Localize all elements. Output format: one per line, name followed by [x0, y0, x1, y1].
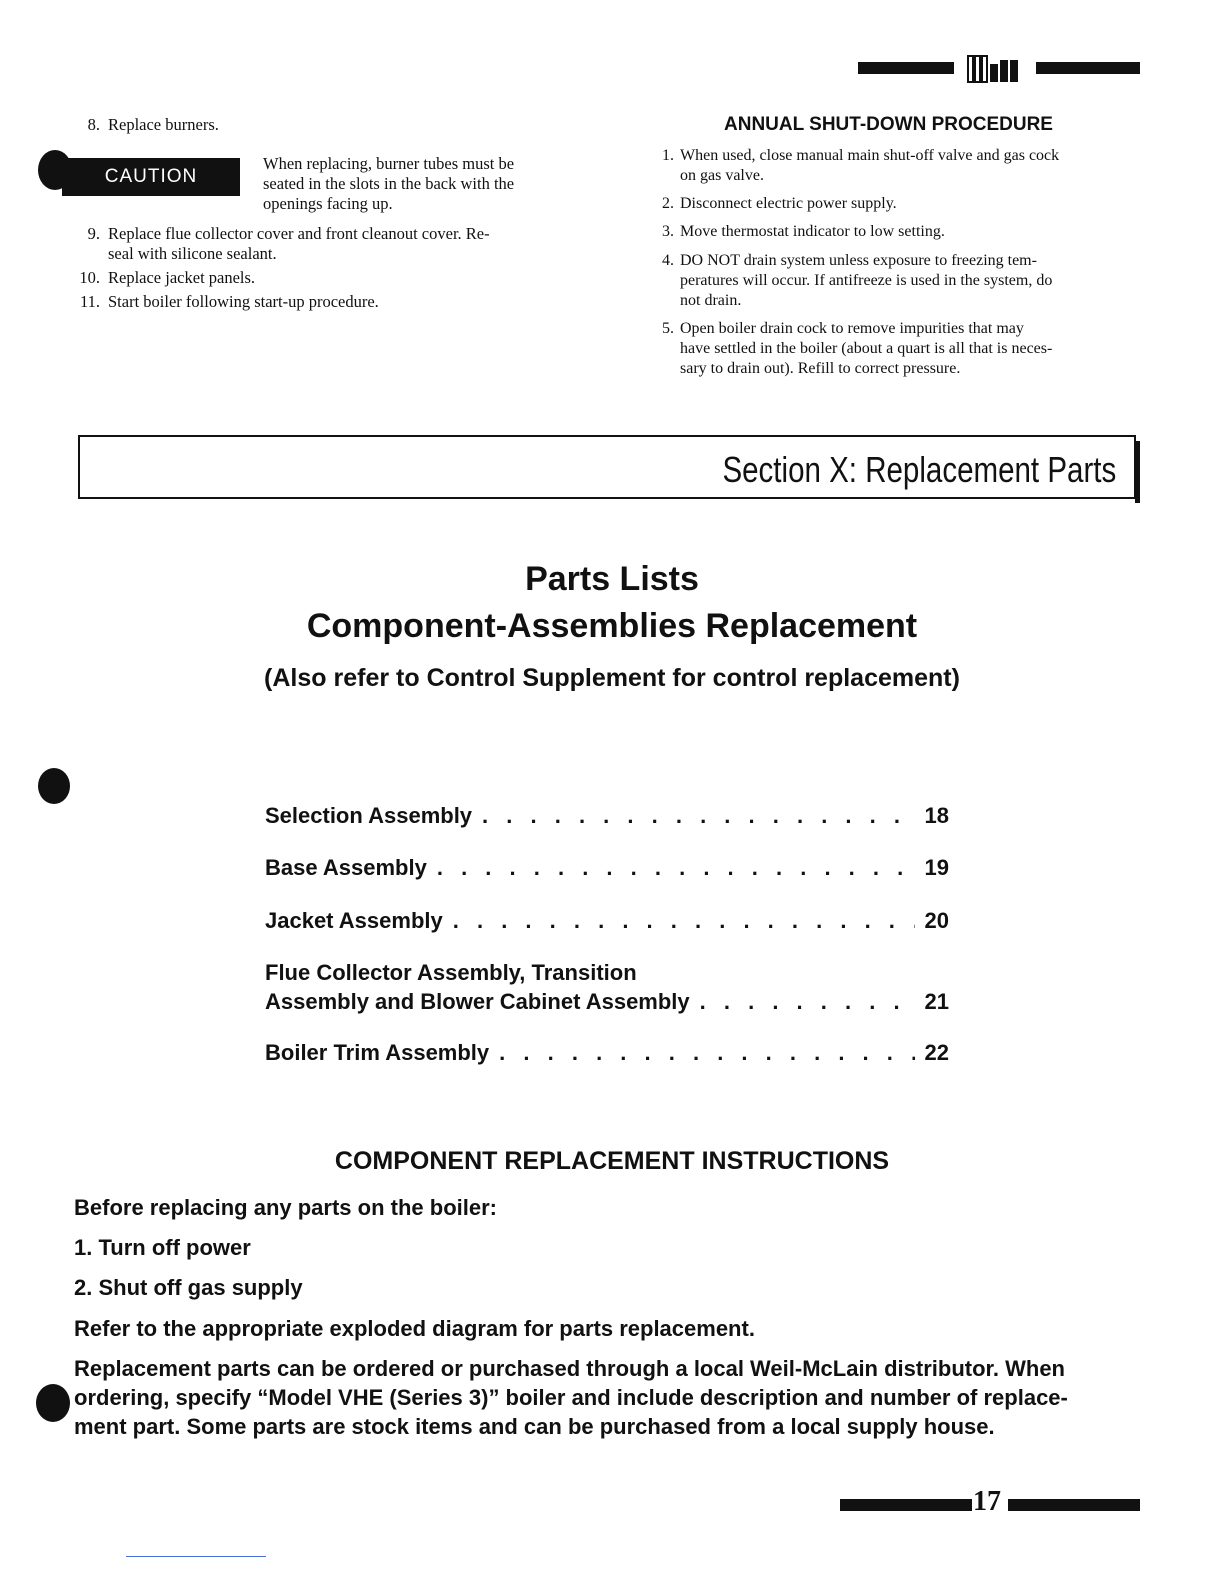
toc-row-boiler-trim: Boiler Trim Assembly . . . 22	[265, 1038, 949, 1067]
header-rule-left	[858, 62, 954, 74]
shutdown-step-5: 5. Open boiler drain cock to remove impurities that may have settled in the boiler (about a quart is all that is neces- sary to drain out). Refill to correct pressure.	[662, 320, 1053, 377]
section-banner	[78, 435, 1136, 499]
toc-row-selection: Selection Assembly . . . 18	[265, 801, 949, 830]
caution-text: When replacing, burner tubes must be seated in the slots in the back with the openings facing up.	[263, 154, 515, 213]
list-item-11: 11. Start boiler following start-up procedure.	[79, 292, 379, 311]
instructions-refer: Refer to the appropriate exploded diagram for parts replacement.	[74, 1316, 755, 1341]
instructions-intro: Before replacing any parts on the boiler:	[74, 1195, 497, 1220]
list-item-8: 8. Replace burners.	[87, 115, 219, 134]
scan-artifact-line	[126, 1556, 266, 1557]
shutdown-step-1: 1. When used, close manual main shut-off valve and gas cock on gas valve.	[662, 147, 1060, 184]
component-assemblies-heading: Component-Assemblies Replacement	[306, 607, 918, 645]
header-rule-right	[1036, 62, 1140, 74]
list-item-10: 10. Replace jacket panels.	[79, 268, 256, 287]
page-number: 17	[973, 1486, 1001, 1517]
shutdown-step-3: 3. Move thermostat indicator to low setting.	[662, 223, 945, 240]
toc-row-jacket: Jacket Assembly . . . 20	[265, 906, 949, 935]
footer-rule-right	[1008, 1499, 1140, 1511]
instructions-step-2: 2. Shut off gas supply	[74, 1275, 303, 1300]
instructions-title: COMPONENT REPLACEMENT INSTRUCTIONS	[334, 1147, 890, 1175]
instructions-ordering: Replacement parts can be ordered or purchased through a local Weil-McLain distributor. When ordering, specify “Model VHE (Series 3)” boiler and include description and number of replace- ment part. Some parts are stock items and can be purchased from a local supply house.	[74, 1356, 1068, 1439]
footer-rule-left	[840, 1499, 972, 1511]
toc-row-base: Base Assembly . . . 19	[265, 853, 949, 882]
toc-row-flue: Assembly and Blower Cabinet Assembly . . . 21	[265, 987, 949, 1016]
section-title: Section X: Replacement Parts	[722, 449, 1116, 490]
shutdown-title: ANNUAL SHUT-DOWN PROCEDURE	[724, 114, 1053, 135]
shutdown-step-4: 4. DO NOT drain system unless exposure to freezing tem- peratures will occur. If antifreeze is used in the system, do not drain.	[662, 252, 1053, 309]
parts-lists-heading: Parts Lists	[525, 560, 699, 598]
binder-hole-icon	[36, 1384, 70, 1422]
caution-label: CAUTION	[62, 158, 240, 196]
shutdown-step-2: 2. Disconnect electric power supply.	[662, 195, 897, 212]
toc-row-flue-line1: Flue Collector Assembly, Transition	[265, 960, 637, 985]
list-item-9: 9. Replace flue collector cover and front cleanout cover. Re- seal with silicone sealant.	[87, 224, 490, 263]
control-supplement-note: (Also refer to Control Supplement for control replacement)	[264, 664, 960, 692]
binder-hole-icon	[38, 768, 70, 804]
weil-mclain-logo	[966, 50, 1022, 88]
instructions-step-1: 1. Turn off power	[74, 1235, 251, 1260]
